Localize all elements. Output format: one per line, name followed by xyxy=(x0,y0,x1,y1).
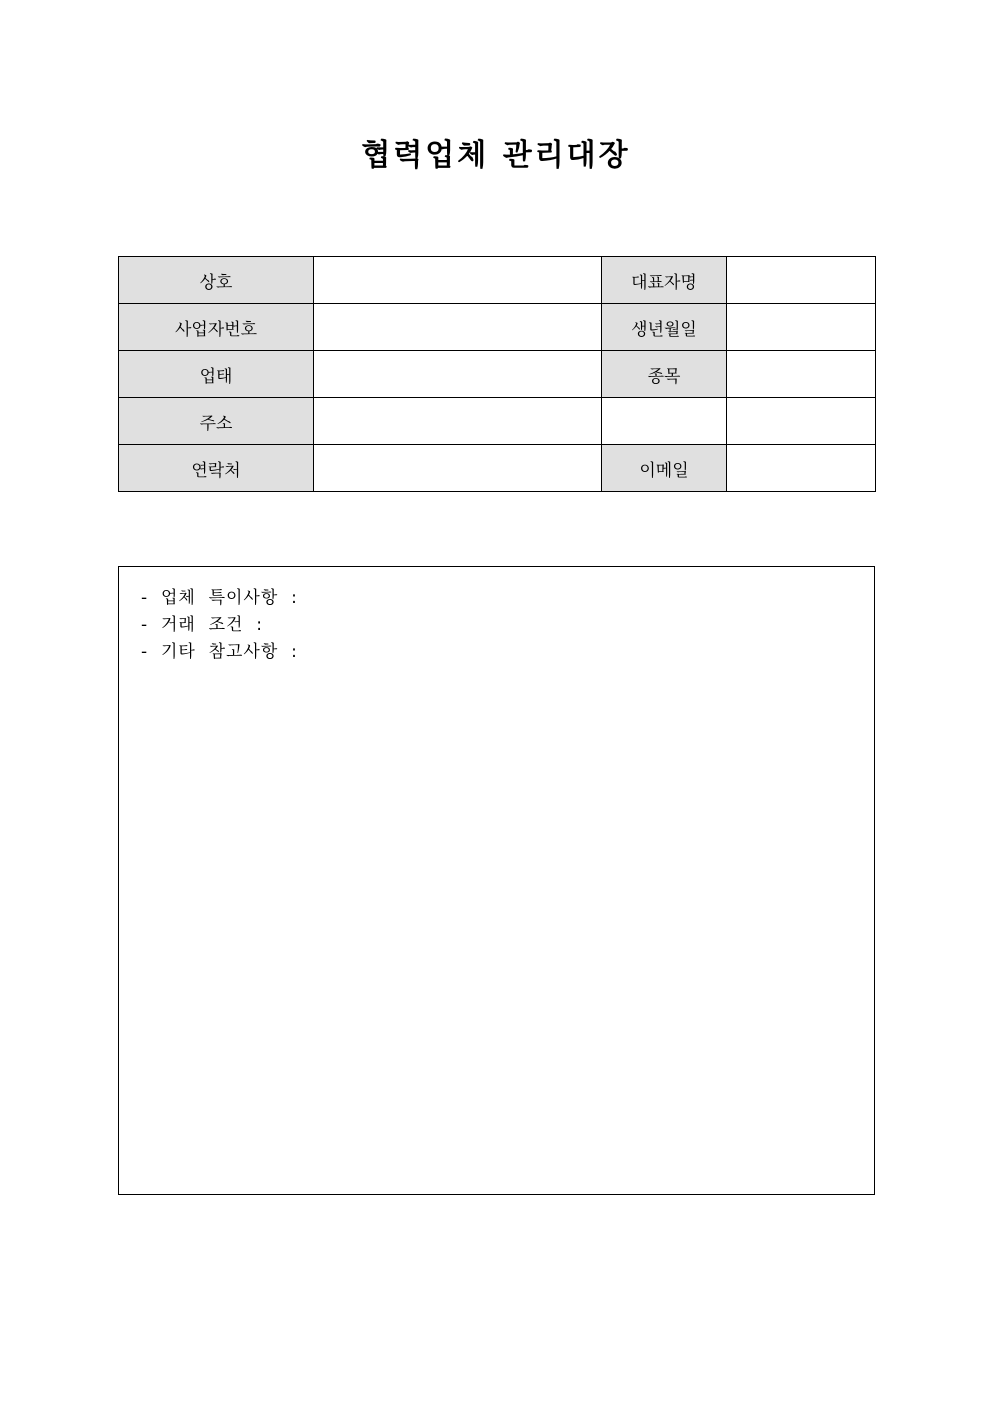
company-name-field[interactable] xyxy=(314,257,602,304)
table-row xyxy=(119,398,876,445)
birth-date-field[interactable] xyxy=(727,304,876,351)
email-label: 이메일 xyxy=(602,445,727,492)
notes-list xyxy=(141,585,298,666)
contact-field[interactable] xyxy=(314,445,602,492)
note-trade-conditions: - 거래 조건 : xyxy=(141,615,263,635)
address-extra-field-2[interactable] xyxy=(727,398,876,445)
company-info-table xyxy=(118,256,876,492)
business-item-field[interactable] xyxy=(727,351,876,398)
business-number-field[interactable] xyxy=(314,304,602,351)
table-row xyxy=(119,257,876,304)
business-item-label: 종목 xyxy=(602,351,727,398)
business-type-label: 업태 xyxy=(119,351,314,398)
business-type-field[interactable] xyxy=(314,351,602,398)
business-number-label: 사업자번호 xyxy=(119,304,314,351)
table-row xyxy=(119,304,876,351)
email-field[interactable] xyxy=(727,445,876,492)
document-title: 협력업체 관리대장 xyxy=(361,138,631,173)
table-row xyxy=(119,351,876,398)
notes-box[interactable] xyxy=(118,566,875,1195)
table-row xyxy=(119,445,876,492)
note-other-references: - 기타 참고사항 : xyxy=(141,642,298,662)
representative-name-label: 대표자명 xyxy=(602,257,727,304)
company-name-label: 상호 xyxy=(119,257,314,304)
address-extra-field[interactable] xyxy=(602,398,727,445)
note-special-remarks: - 업체 특이사항 : xyxy=(141,588,298,608)
birth-date-label: 생년월일 xyxy=(602,304,727,351)
address-field[interactable] xyxy=(314,398,602,445)
contact-label: 연락처 xyxy=(119,445,314,492)
representative-name-field[interactable] xyxy=(727,257,876,304)
address-label: 주소 xyxy=(119,398,314,445)
